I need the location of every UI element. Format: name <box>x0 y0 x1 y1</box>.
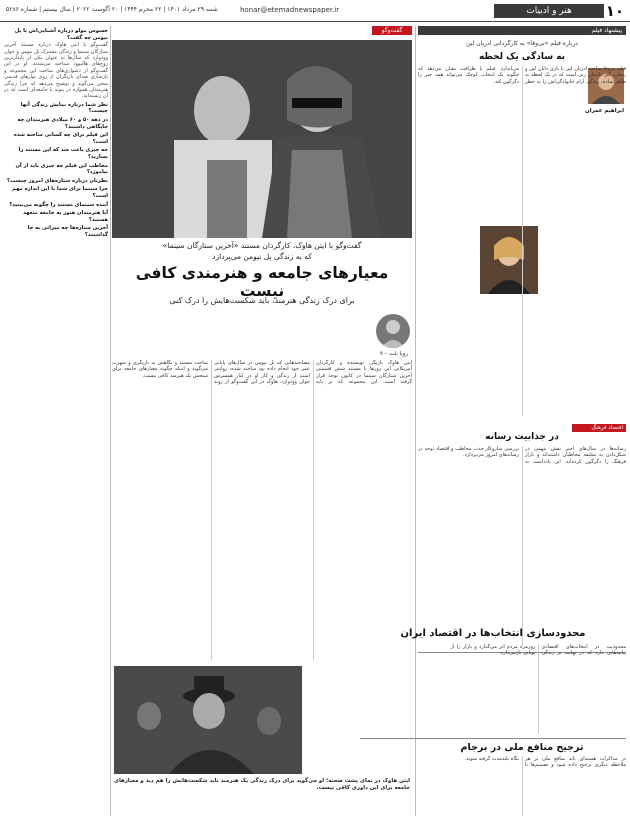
interview-question: این فیلم برای چه کسانی ساخته شده است؟ <box>13 132 108 145</box>
interview-continuation-column <box>4 26 108 816</box>
article-paragraph: رسانه‌ها در سال‌های اخیر نقش مهمی در شکل‌دادن به سلیقه مخاطبان داشته‌اند و بازار فرهنگ را دگرگون کرده‌اند. این یادداشت به بررسی سازوکار جذب مخاطب و اقتصاد توجه در رسانه‌های امروز می‌پردازد. <box>418 446 626 465</box>
interview-question: آینده سینمای مستند را چگونه می‌بینید؟ <box>9 201 108 208</box>
couple-photo-illustration <box>112 40 412 238</box>
author-avatar <box>376 314 410 348</box>
story3-body <box>418 756 626 816</box>
interview-answer: گفت‌وگو با ایتن هاوک درباره مستند آخرین ستارگان سینما و زندگی مشترک پل نیومن و جوان وودوارد که سال‌ها به عنوان یکی از پایدارترین زوج‌های هالیوود شناخته می‌شدند. او در این گفت‌وگو از دشواری‌های ساخت این مجموعه و بازسازی صدای بازیگران از روی نوارهای قدیمی سخن می‌گوید و توضیح می‌دهد که چرا زندگی هنرمندان همواره در پیوند با جامعه‌ای است که در آن زیسته‌اند. <box>4 42 108 100</box>
interview-question: نظر شما درباره نمایش زندگی آنها چیست؟ <box>20 101 108 115</box>
page-header <box>0 0 630 22</box>
box-headline: در جذابیت رسانه <box>485 432 559 442</box>
feature-kicker: گفت‌وگو با ایتن هاوک، کارگردان مستند «آخرین ستارگان سینما» <box>162 241 362 250</box>
section-label: هنر و ادبیات <box>494 4 604 18</box>
author-portrait-icon <box>376 314 410 348</box>
interview-question: مخاطب این فیلم چه چیزی باید از آن بیاموزد؟ <box>15 162 108 176</box>
story2-headline: محدودسازی انتخاب‌ها در اقتصاد ایران <box>400 628 586 639</box>
film-headline: به سادگی یک لحظه <box>478 52 566 62</box>
film-suggestion-bar: پیشنهاد فیلم <box>418 26 626 35</box>
feature-kicker-2: که به زندگی پل نیومن می‌پردازد <box>212 252 312 261</box>
interview-question: چرا سینما برای شما تا این اندازه مهم است؟ <box>12 186 108 199</box>
article-paragraph: ایتن هاوک بازیگر، نویسنده و کارگردان آمریکایی این روزها با مستند شش قسمتی آخرین ستارگان سینما در کانون توجه قرار گرفته است. این مجموعه که بر پایه مصاحبه‌هایی که پل نیومن در سال‌های پایانی عمر خود انجام داده بود ساخته شده، روایتی است از زندگی و کار او در کنار همسرش جوان وودوارد. هاوک در این گفت‌وگو از روند ساخت مستند و نگاهش به بازیگری و شهرت می‌گوید و اینکه چگونه معیارهای جامعه برای سنجش یک هنرمند کافی نیست. <box>112 360 412 386</box>
interview-question: در دهه ۵۰ و ۶۰ میلادی هنرمندان چه جایگاهی داشتند؟ <box>17 117 108 130</box>
story2-body <box>360 644 626 734</box>
feature-tag: گفت‌وگو <box>372 26 412 35</box>
section-email[interactable]: honar@etemadnewspaper.ir <box>240 6 340 14</box>
date-line: شنبه ۲۹ مرداد ۱۴۰۱ | ۲۲ محرم ۱۴۴۴ | ۲۰ آگوست ۲۰۲۲ | سال بیستم | شماره ۵۲۸۶ <box>6 6 218 13</box>
article-paragraph: در مذاکرات هسته‌ای باید منافع ملی بر هر ملاحظه دیگری ترجیح داده شود و تصمیم‌ها با نگاه بلندمدت گرفته شوند. <box>464 756 626 769</box>
interview-question: خسوس مولو درباره آشنایی‌اش با پل نیومن چه گفت؟ <box>14 28 108 41</box>
film-review-body <box>418 66 626 416</box>
divider <box>360 738 626 739</box>
story3-headline: ترجیح منافع ملی در برجام <box>460 742 584 753</box>
interview-question: چه چیزی باعث شد که این مستند را بسازید؟ <box>18 147 108 160</box>
feature-subhead: برای درک زندگی هنرمند، باید شکست‌هایش را درک کنی <box>169 296 355 305</box>
article-paragraph: فیلم بی‌وفا ساخته ادریان لین با بازی دایان لین و ریچارد گیر داستان زنی است که در یک لحظه به ظاهر ساده، زندگی آرام خانوادگی‌اش را به خطر می‌اندازد. فیلم با ظرافت نشان می‌دهد که چگونه یک انتخاب کوچک می‌تواند همه چیز را دگرگون کند. <box>418 66 626 85</box>
film-author: ابراهیم عمران <box>585 108 624 114</box>
interview-question: نظرتان درباره ستاره‌های امروز چیست؟ <box>7 177 108 184</box>
feature-byline: رویا بلت – ۹ <box>379 351 408 357</box>
article-paragraph: محدودیت در انتخاب‌های اقتصادی پیامدهایی دارد که در نهایت بر زندگی روزمره مردم اثر می‌گذارد و بازار را از پویایی بازمی‌دارد. <box>450 644 626 657</box>
photo-caption: ایتن هاوک در نمای پشت صحنه؛ او می‌گوید برای درک زندگی یک هنرمند باید شکست‌هایش را هم دید و معیارهای جامعه برای این داوری کافی نیست. <box>114 778 410 791</box>
feature-photo <box>112 40 412 238</box>
interview-question: آیا هنرمندان هنوز به جامعه متعهد هستند؟ <box>23 210 108 223</box>
column-rule <box>110 26 111 816</box>
feature-body-columns <box>112 360 412 660</box>
left-qa-flow <box>4 28 108 239</box>
page-number: ۱۰ <box>605 2 624 20</box>
hawke-photo <box>114 666 302 774</box>
interview-question: آخرین ستاره‌ها چه میراثی به جا گذاشتند؟ <box>27 225 108 238</box>
feature-headline: معیارهای جامعه و هنرمندی کافی نیست <box>135 264 389 300</box>
box-tag: اقتصاد فرهنگ <box>572 424 626 432</box>
film-kicker: درباره فیلم «بی‌وفا» به کارگردانی ادریان لین <box>466 40 578 47</box>
box-body <box>418 446 626 646</box>
hawke-photo-illustration <box>114 666 302 774</box>
